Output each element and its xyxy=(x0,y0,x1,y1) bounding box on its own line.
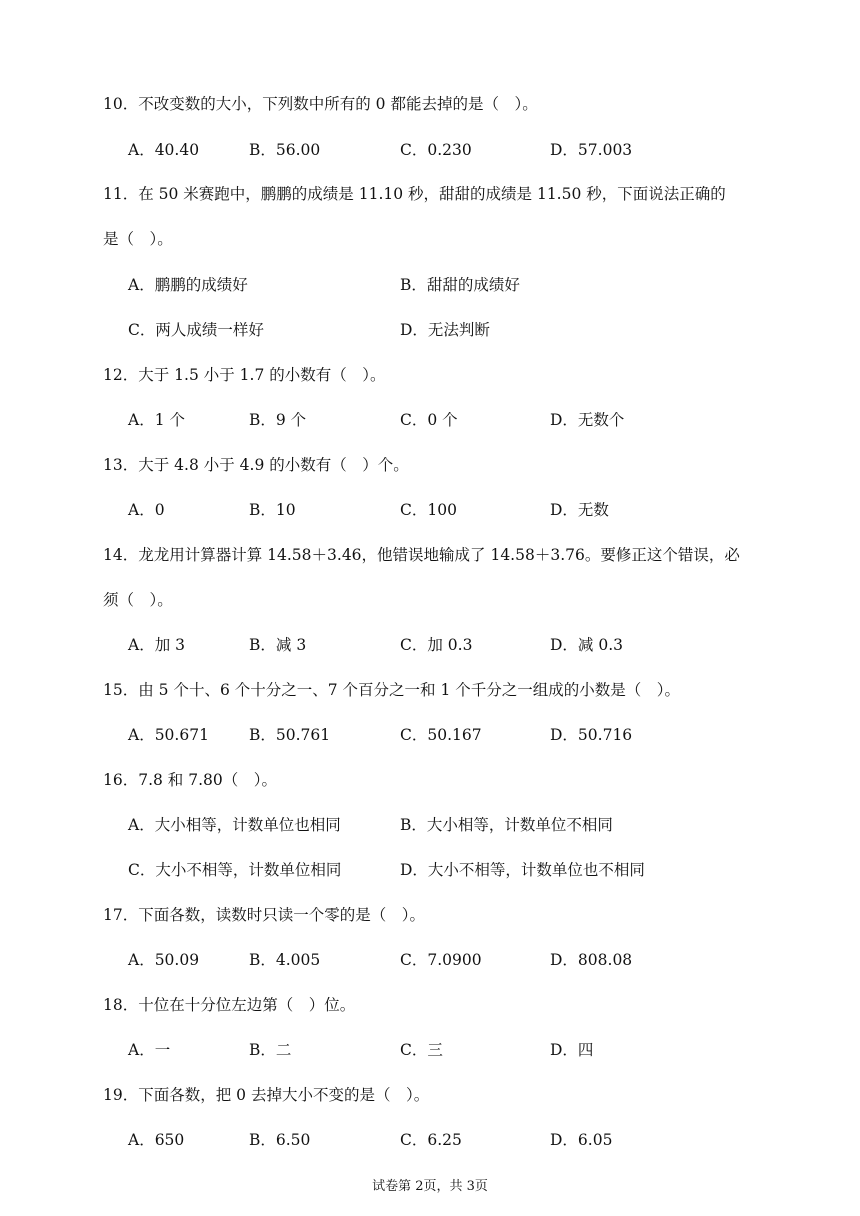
question-15-option-a: A．50.671 xyxy=(128,726,209,744)
question-17-option-a: A．50.09 xyxy=(128,951,200,969)
question-15-option-d: D．50.716 xyxy=(550,726,633,744)
question-15-stem: 15．由 5 个十、6 个十分之一、7 个百分之一和 1 个千分之一组成的小数是（ ）。 xyxy=(103,681,680,699)
question-10-option-c: C．0.230 xyxy=(400,141,472,159)
question-10-stem: 10．不改变数的大小，下列数中所有的 0 都能去掉的是（ ）。 xyxy=(103,95,538,113)
question-12-option-d: D．无数个 xyxy=(550,411,625,429)
question-17-option-b: B．4.005 xyxy=(249,951,321,969)
question-18-stem: 18．十位在十分位左边第（ ）位。 xyxy=(103,996,356,1014)
question-17-option-d: D．808.08 xyxy=(550,951,633,969)
question-10-option-d: D．57.003 xyxy=(550,141,633,159)
question-11-stem-line2: 是（ ）。 xyxy=(103,230,173,248)
question-13-option-a: A．0 xyxy=(128,501,165,519)
question-14-option-a: A．加 3 xyxy=(128,636,185,654)
question-16-option-d: D．大小不相等，计数单位也不相同 xyxy=(400,861,645,879)
question-14-stem-line1: 14．龙龙用计算器计算 14.58＋3.46，他错误地输成了 14.58＋3.76。要修正这个错误，必 xyxy=(103,546,740,564)
question-14-option-c: C．加 0.3 xyxy=(400,636,473,654)
question-17-option-c: C．7.0900 xyxy=(400,951,482,969)
question-13-option-b: B．10 xyxy=(249,501,296,519)
question-15-option-c: C．50.167 xyxy=(400,726,482,744)
question-13-option-d: D．无数 xyxy=(550,501,609,519)
question-13-option-c: C．100 xyxy=(400,501,457,519)
question-18-option-b: B．二 xyxy=(249,1041,292,1059)
question-19-option-c: C．6.25 xyxy=(400,1131,462,1149)
question-14-option-d: D．减 0.3 xyxy=(550,636,624,654)
question-11-option-d: D．无法判断 xyxy=(400,321,490,339)
question-17-stem: 17．下面各数，读数时只读一个零的是（ ）。 xyxy=(103,906,425,924)
question-11-option-a: A．鹏鹏的成绩好 xyxy=(128,276,248,294)
question-16-stem: 16．7.8 和 7.80（ ）。 xyxy=(103,771,277,789)
question-19-option-d: D．6.05 xyxy=(550,1131,613,1149)
question-14-option-b: B．减 3 xyxy=(249,636,307,654)
question-18-option-c: C．三 xyxy=(400,1041,443,1059)
question-16-option-a: A．大小相等，计数单位也相同 xyxy=(128,816,341,834)
question-18-option-a: A．一 xyxy=(128,1041,171,1059)
question-18-option-d: D．四 xyxy=(550,1041,594,1059)
question-13-stem: 13．大于 4.8 小于 4.9 的小数有（ ）个。 xyxy=(103,456,409,474)
question-12-option-b: B．9 个 xyxy=(249,411,307,429)
question-14-stem-line2: 须（ ）。 xyxy=(103,591,173,609)
question-15-option-b: B．50.761 xyxy=(249,726,331,744)
page-footer: 试卷第 2页，共 3页 xyxy=(372,1179,488,1194)
question-11-stem-line1: 11．在 50 米赛跑中，鹏鹏的成绩是 11.10 秒，甜甜的成绩是 11.50 秒，下面说法正确的 xyxy=(103,185,726,203)
question-10-option-b: B．56.00 xyxy=(249,141,321,159)
question-12-option-a: A．1 个 xyxy=(128,411,185,429)
question-12-stem: 12．大于 1.5 小于 1.7 的小数有（ ）。 xyxy=(103,366,386,384)
question-12-option-c: C．0 个 xyxy=(400,411,458,429)
question-10-option-a: A．40.40 xyxy=(128,141,200,159)
question-16-option-c: C．大小不相等，计数单位相同 xyxy=(128,861,342,879)
question-19-option-b: B．6.50 xyxy=(249,1131,311,1149)
question-11-option-c: C．两人成绩一样好 xyxy=(128,321,264,339)
question-19-option-a: A．650 xyxy=(128,1131,185,1149)
question-16-option-b: B．大小相等，计数单位不相同 xyxy=(400,816,613,834)
question-11-option-b: B．甜甜的成绩好 xyxy=(400,276,520,294)
question-19-stem: 19．下面各数，把 0 去掉大小不变的是（ ）。 xyxy=(103,1086,430,1104)
